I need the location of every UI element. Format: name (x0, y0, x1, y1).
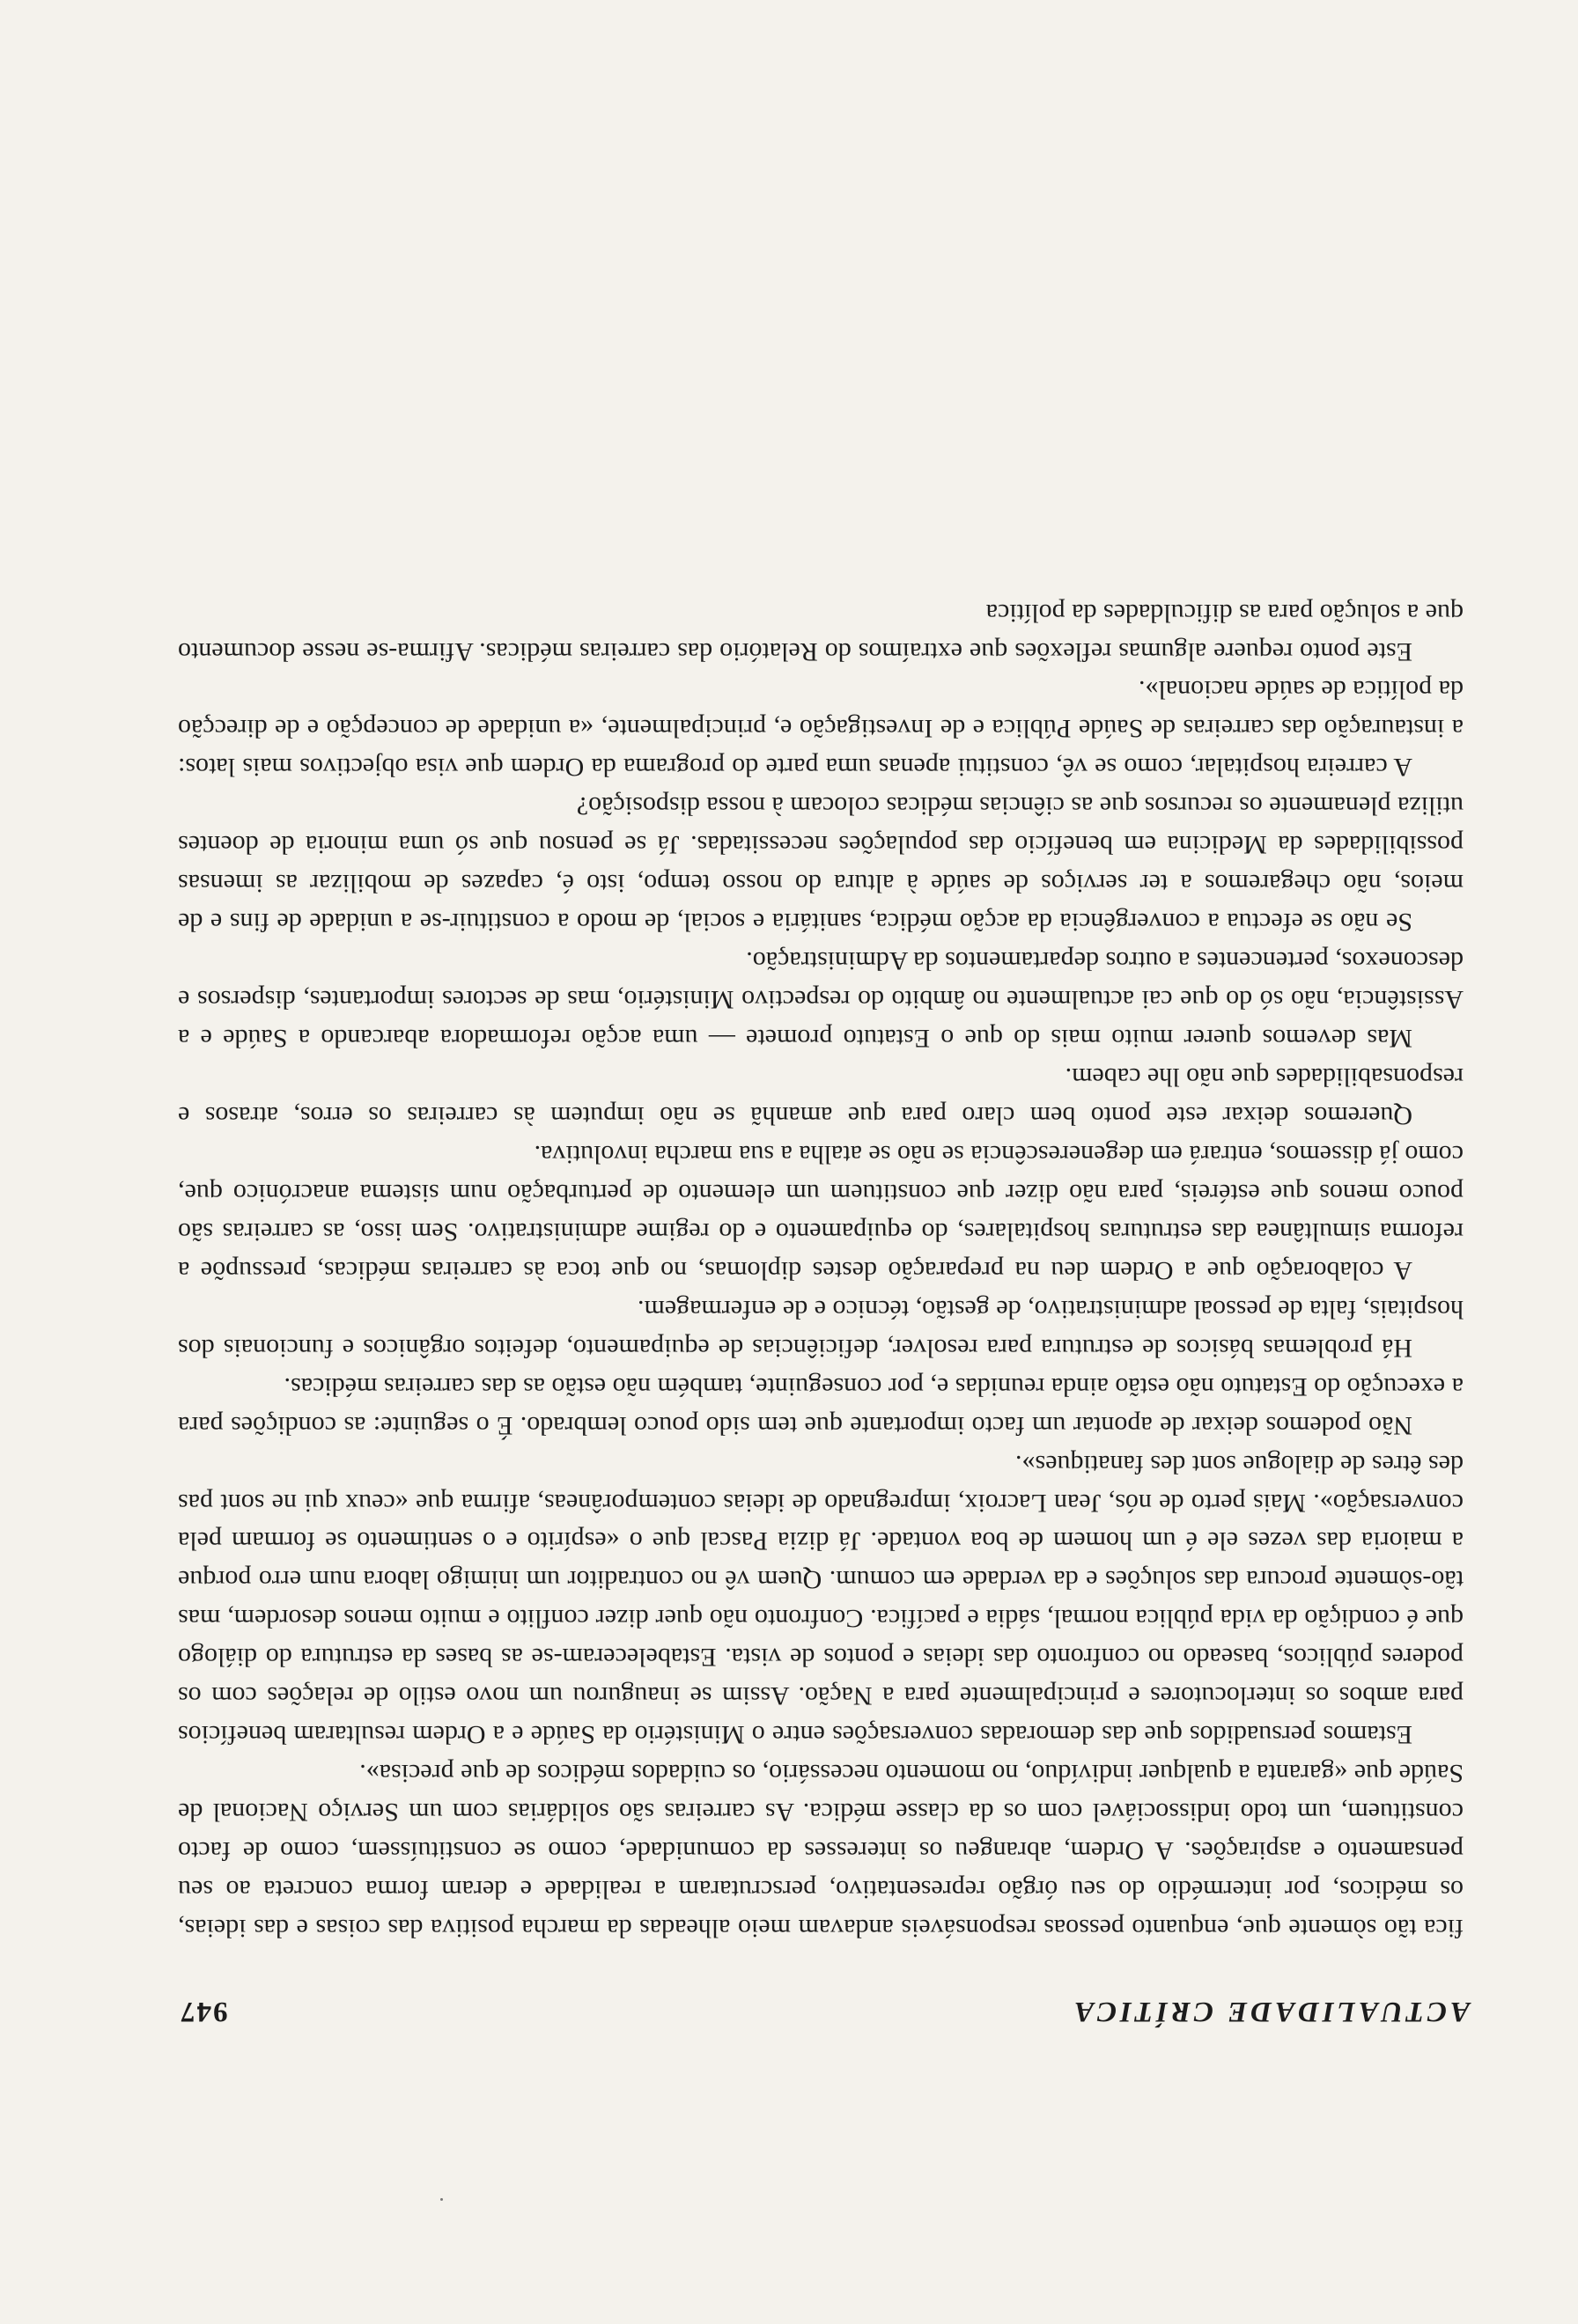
paragraph-2: Estamos persuadidos que das demoradas conversações entre o Ministério da Saúde e a Ordem resultaram benefícios para ambos os interlocutores e principalmente para a Nação. Assim se inaugurou um novo estilo de relações com os poderes públicos, baseado no confronto das ideias e pontos de vista. Estabeleceram-se as bases da estrutura do diálogo que é condição da vida pública normal, sádia e pacífica. Confronto não quer dizer conflito e muito menos desordem, mas tão-sòmente procura das soluções e da verdade em comum. Quem vê no contraditor um inimigo labora num erro porque a maioria das vezes ele é um homem de boa vontade. Já dizia Pascal que o «espírito e o sentimento se formam pela conversação». Mais perto de nós, Jean Lacroix, impregnado de ideias contemporâneas, afirma que «ceux qui ne sont pas des êtres de dialogue sont des fanatiques». (178, 1449, 1464, 1750)
paragraph-10: Este ponto requere algumas reflexões que extraímos do Relatório das carreiras médicas. Afirma-se nesse documento que a solução para as dificuldades da política (178, 598, 1464, 666)
paragraph-1: fica tão sòmente que, enquanto pessoas responsáveis andavam meio alheadas da marcha positiva das coisas e das ideias, os médicos, por intermédio do seu órgão representativo, perscrutaram a realidade e deram forma concreta ao seu pensamento e aspirações. A Ordem, abrangeu os interesses da comunidade, como se constituíssem, como de facto constituem, um todo indissociável com os da classe médica. As carreiras são solidárias com um Serviço Nacional de Saúde que «garanta a qualquer indivíduo, no momento necessário, os cuidados médicos de que precisa». (178, 1759, 1464, 1943)
paragraph-3: Não podemos deixar de apontar um facto importante que tem sido pouco lembrado. É o seguinte: as condições para a execução do Estatuto não estão ainda reunidas e, por conseguinte, também não estão as das carreiras médicas. (178, 1372, 1464, 1440)
scan-speck (440, 2198, 443, 2201)
page-number: 947 (179, 1996, 228, 2027)
paragraph-6: Queremos deixar este ponto bem claro para que amanhã se não imputem às carreiras os erros, atrasos e responsabilidades que não lhe cabem. (178, 1063, 1464, 1130)
paragraph-9: A carreira hospitalar, como se vê, constitui apenas uma parte do programa da Ordem que visa objectivos mais latos: a instauração das carreiras de Saúde Pública e de Investigação e, principalmente, «a unidade de concepção e de direcção da política de saúde nacional». (178, 675, 1464, 783)
paragraph-4: Há problemas básicos de estrutura para resolver, deficiências de equipamento, defeitos orgânicos e funcionais dos hospitais, falta de pessoal administrativo, de gestão, técnico e de enfermagem. (178, 1294, 1464, 1363)
page-header (179, 1983, 1470, 2027)
paragraph-5: A colaboração que a Ordem deu na preparação destes diplomas, no que toca às carreiras médicas, pressupõe a reforma simultânea das estruturas hospitalares, do equipamento e do regime administrativo. Sem isso, as carreiras são pouco menos que estéreis, para não dizer que constituem um elemento de perturbação num sistema anacrónico que, como já dissemos, entrará em degenerescência se não se atalha a sua marcha involutiva. (178, 1139, 1464, 1285)
paragraph-7: Mas devemos querer muito mais do que o Estatuto promete — uma acção reformadora abarcando a Saúde e a Assistência, não só do que cai actualmente no âmbito do respectivo Ministério, mas de sectores importantes, dispersos e desconexos, pertencentes a outros departamentos da Administração. (178, 946, 1464, 1054)
article-body (178, 593, 1464, 1947)
paragraph-8: Se não se efectua a convergência da acção médica, sanitária e social, de modo a constituir-se a unidade de fins e de meios, não chegaremos a ter serviços de saúde à altura do nosso tempo, isto é, capazes de mobilizar as imensas possibilidades da Medicina em benefício das populações necessitadas. Já se pensou que só uma minoria de doentes utiliza plenamente os recursos que as ciências médicas colocam à nossa disposição? (178, 791, 1464, 938)
running-title: ACTUALIDADE CRÍTICA (1071, 1996, 1470, 2027)
